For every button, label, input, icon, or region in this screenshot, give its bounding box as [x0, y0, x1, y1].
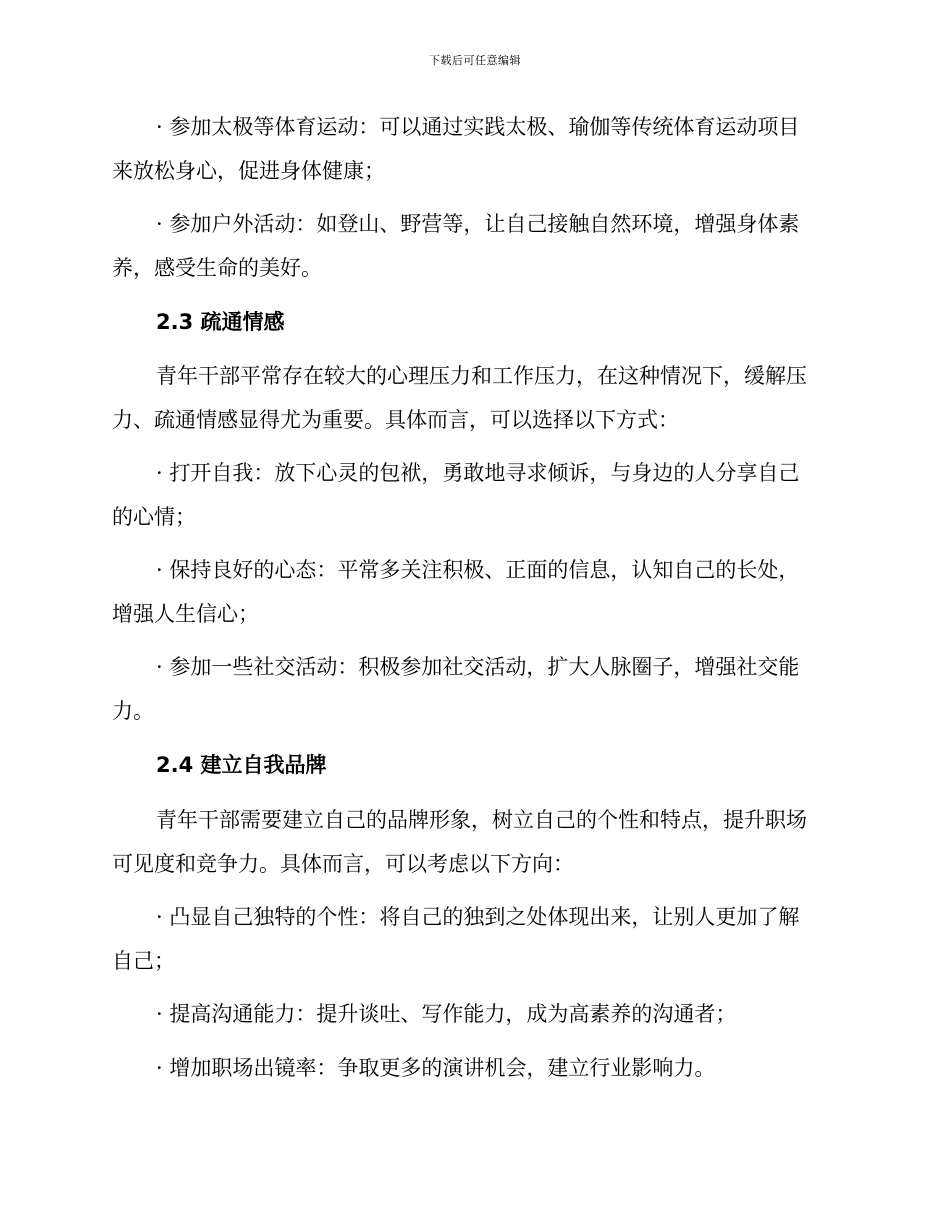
- paragraph-line: · 保持良好的心态：平常多关注积极、正面的信息，认知自己的长处，: [156, 558, 800, 582]
- paragraph-line: · 提高沟通能力：提升谈吐、写作能力，成为高素养的沟通者；: [156, 1002, 737, 1026]
- paragraph-line: 力。: [112, 699, 154, 723]
- section-heading-2-3: 2.3 疏通情感: [156, 310, 285, 334]
- paragraph-line: · 打开自我：放下心灵的包袱，勇敢地寻求倾诉，与身边的人分享自己: [156, 461, 800, 485]
- paragraph-line: · 参加太极等体育运动：可以通过实践太极、瑜伽等传统体育运动项目: [156, 115, 800, 139]
- paragraph-line: 自己；: [112, 949, 175, 973]
- bullet-paragraph-social: [112, 645, 840, 733]
- page-header: 下载后可任意编辑: [429, 54, 521, 67]
- paragraph-line: 力、疏通情感显得尤为重要。具体而言，可以选择以下方式：: [112, 408, 679, 432]
- section-heading-2-4: 2.4 建立自我品牌: [156, 753, 327, 777]
- body-paragraph-emotion-intro: [112, 354, 840, 442]
- body-paragraph-brand-intro: [112, 798, 840, 886]
- paragraph-line: 增强人生信心；: [112, 602, 259, 626]
- bullet-paragraph-outdoor: [112, 202, 840, 290]
- paragraph-line: 的心情；: [112, 505, 196, 529]
- bullet-paragraph-mindset: [112, 548, 840, 636]
- bullet-paragraph-exposure: [112, 1046, 840, 1090]
- paragraph-line: 青年干部需要建立自己的品牌形象，树立自己的个性和特点，提升职场: [156, 808, 807, 832]
- paragraph-line: 可见度和竞争力。具体而言，可以考虑以下方向：: [112, 852, 574, 876]
- bullet-paragraph-taiji: [112, 105, 840, 193]
- paragraph-line: · 参加一些社交活动：积极参加社交活动，扩大人脉圈子，增强社交能: [156, 655, 800, 679]
- bullet-paragraph-communication: [112, 992, 840, 1036]
- paragraph-line: 青年干部平常存在较大的心理压力和工作压力，在这种情况下，缓解压: [156, 364, 807, 388]
- bullet-paragraph-personality: [112, 895, 840, 983]
- paragraph-line: · 增加职场出镜率：争取更多的演讲机会，建立行业影响力。: [156, 1056, 716, 1080]
- bullet-paragraph-open-self: [112, 451, 840, 539]
- paragraph-line: · 凸显自己独特的个性：将自己的独到之处体现出来，让别人更加了解: [156, 905, 800, 929]
- paragraph-line: 养，感受生命的美好。: [112, 256, 322, 280]
- paragraph-line: · 参加户外活动：如登山、野营等，让自己接触自然环境，增强身体素: [156, 212, 800, 236]
- paragraph-line: 来放松身心，促进身体健康；: [112, 159, 385, 183]
